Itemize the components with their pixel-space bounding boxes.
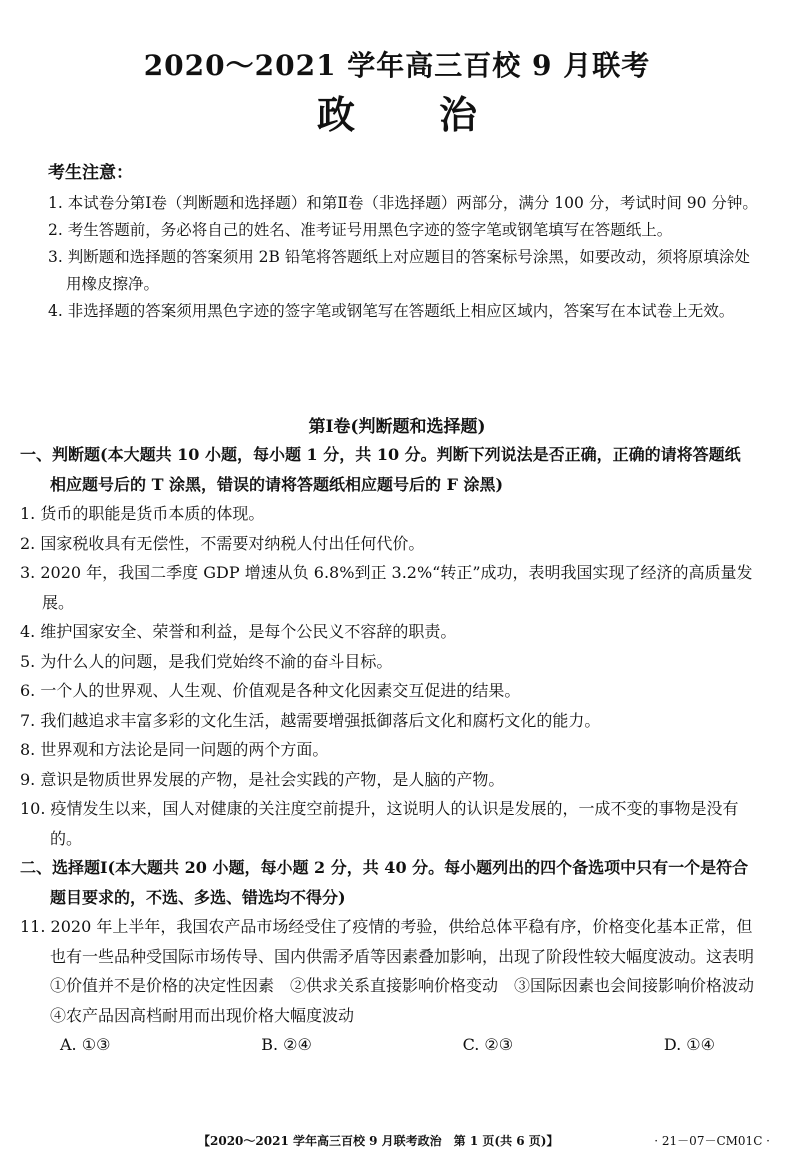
question-item: 6. 一个人的世界观、人生观、价值观是各种文化因素交互促进的结果。 [20, 681, 521, 700]
part-one-heading: 第Ⅰ卷(判断题和选择题) [308, 417, 486, 437]
notice-item: 2. 考生答题前，务必将自己的姓名、准考证号用黑色字迹的签字笔或钢笔填写在答题纸上。 [48, 221, 673, 239]
candidate-notice [48, 158, 763, 325]
footer-page-info: 【2020～2021 学年高三百校 9 月联考政治 第 1 页(共 6 页)】 [198, 1134, 559, 1148]
choice-a: A. ①③ [60, 1035, 111, 1054]
notice-item: 3. 判断题和选择题的答案须用 2B 铅笔将答题纸上对应题目的答案标号涂黑，如要改动，须将原填涂处用橡皮擦净。 [48, 248, 750, 293]
subject-title: 政治 [316, 92, 561, 137]
question-item: 2. 国家税收具有无偿性，不需要对纳税人付出任何代价。 [20, 533, 425, 553]
footer-code: · 21－07－CM01C · [654, 1134, 770, 1148]
question-item: 3. 2020 年，我国二季度 GDP 增速从负 6.8%到正 3.2%“转正”成功，表明我国实现了经济的高质量发展。 [20, 563, 753, 612]
question-item: 5. 为什么人的问题，是我们党始终不渝的奋斗目标。 [20, 651, 393, 671]
question-statements: ①价值并不是价格的决定性因素 ②供求关系直接影响价格变动 ③国际因素也会间接影响价格波动 ④农产品因高档耐用而出现价格大幅度波动 [50, 976, 771, 1025]
choice-b: B. ②④ [261, 1035, 312, 1054]
exam-content [20, 440, 771, 1060]
choice-c: C. ②③ [462, 1035, 514, 1054]
exam-title: 2020～2021 学年高三百校 9 月联考 [143, 49, 651, 82]
question-item: 1. 货币的职能是货币本质的体现。 [20, 504, 265, 523]
answer-choices [20, 1030, 755, 1060]
notice-heading: 考生注意： [48, 163, 133, 183]
question-item: 10. 疫情发生以来，国人对健康的关注度空前提升，这说明人的认识是发展的，一成不变的事物是没有的。 [20, 799, 739, 848]
notice-item: 4. 非选择题的答案须用黑色字迹的签字笔或钢笔写在答题纸上相应区域内，答案写在本试卷上无效。 [48, 302, 735, 320]
section-heading-true-false: 一、判断题(本大题共 10 小题，每小题 1 分，共 10 分。判断下列说法是否正确，正确的请将答题纸相应题号后的 T 涂黑，错误的请将答题纸相应题号后的 F 涂黑) [20, 445, 741, 494]
choice-d: D. ①④ [663, 1035, 715, 1054]
question-item: 9. 意识是物质世界发展的产物，是社会实践的产物，是人脑的产物。 [20, 769, 505, 789]
question-item: 11. 2020 年上半年，我国农产品市场经受住了疫情的考验，供给总体平稳有序，价格变化基本正常，但也有一些品种受国际市场传导、国内供需矛盾等因素叠加影响，出现了阶段性较大幅度波动。这表明 [20, 917, 755, 966]
notice-item: 1. 本试卷分第Ⅰ卷（判断题和选择题）和第Ⅱ卷（非选择题）两部分，满分 100 分，考试时间 90 分钟。 [48, 194, 758, 212]
section-heading-multiple-choice: 二、选择题Ⅰ(本大题共 20 小题，每小题 2 分，共 40 分。每小题列出的四个备选项中只有一个是符合题目要求的，不选、多选、错选均不得分) [20, 858, 749, 907]
question-item: 8. 世界观和方法论是同一问题的两个方面。 [20, 740, 329, 759]
question-item: 7. 我们越追求丰富多彩的文化生活，越需要增强抵御落后文化和腐朽文化的能力。 [20, 710, 601, 730]
question-item: 4. 维护国家安全、荣誉和利益，是每个公民义不容辞的职责。 [20, 622, 457, 641]
